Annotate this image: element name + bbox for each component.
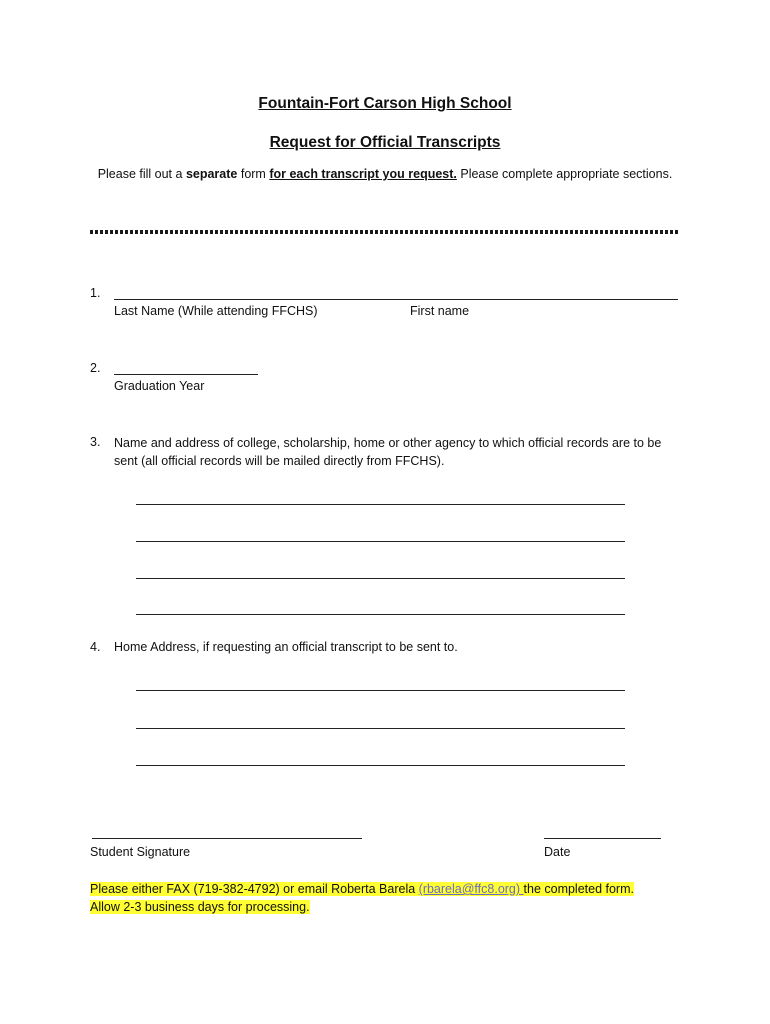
section-2-number: 2. bbox=[90, 361, 101, 375]
instructions-part1: Please fill out a bbox=[97, 167, 186, 181]
instructions-part3: Please complete appropriate sections. bbox=[456, 167, 673, 181]
home-address-line-1[interactable] bbox=[136, 690, 625, 691]
date-field-line[interactable] bbox=[544, 838, 661, 839]
graduation-year-label: Graduation Year bbox=[114, 379, 205, 393]
last-name-label: Last Name (While attending FFCHS) bbox=[114, 304, 318, 318]
section-4-text: Home Address, if requesting an official transcript to be sent to. bbox=[114, 640, 458, 654]
instructions-each: for each transcript you request. bbox=[269, 167, 457, 181]
footer-note-line2: Allow 2-3 business days for processing. bbox=[90, 900, 310, 914]
section-3-text bbox=[114, 434, 734, 470]
instructions-separate: separate bbox=[185, 167, 238, 181]
section-3-line-1: Name and address of college, scholarship, home or other agency to which official records are to be bbox=[114, 436, 662, 450]
section-3-line-2: sent (all official records will be mailed directly from FFCHS). bbox=[114, 454, 445, 468]
agency-address-line-1[interactable] bbox=[136, 504, 625, 505]
home-address-line-2[interactable] bbox=[136, 728, 625, 729]
agency-address-line-2[interactable] bbox=[136, 541, 625, 542]
dotted-divider bbox=[90, 230, 680, 234]
home-address-line-3[interactable] bbox=[136, 765, 625, 766]
section-3-number: 3. bbox=[90, 435, 101, 449]
instructions-part2: form bbox=[237, 167, 270, 181]
footer-note-part2: the completed form. bbox=[523, 882, 634, 896]
footer-note bbox=[90, 880, 710, 916]
student-signature-label: Student Signature bbox=[90, 845, 191, 859]
school-name: Fountain-Fort Carson High School bbox=[258, 95, 512, 112]
graduation-year-field-line[interactable] bbox=[114, 374, 258, 375]
footer-note-part1: Please either FAX (719-382-4792) or email Roberta Barela bbox=[90, 882, 419, 896]
instructions bbox=[0, 167, 770, 181]
agency-address-line-4[interactable] bbox=[136, 614, 625, 615]
section-4-number: 4. bbox=[90, 640, 101, 654]
email-link[interactable]: (rbarela@ffc8.org) bbox=[418, 882, 524, 896]
section-1-number: 1. bbox=[90, 286, 101, 300]
first-name-label: First name bbox=[410, 304, 470, 318]
name-field-line[interactable] bbox=[114, 299, 678, 300]
agency-address-line-3[interactable] bbox=[136, 578, 625, 579]
signature-field-line[interactable] bbox=[92, 838, 362, 839]
form-title: Request for Official Transcripts bbox=[269, 134, 501, 151]
date-label: Date bbox=[544, 845, 571, 859]
